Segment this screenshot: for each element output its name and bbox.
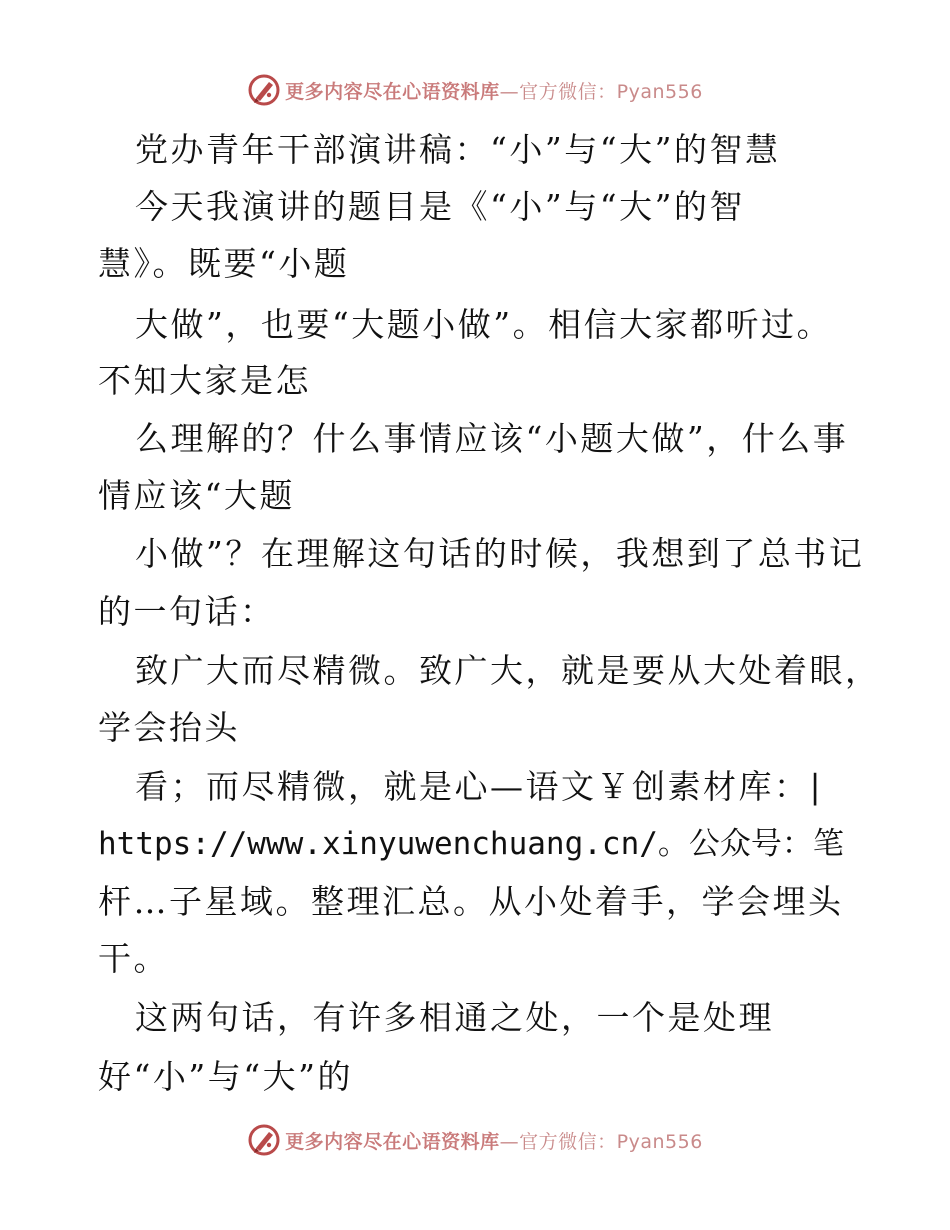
header-brand-text: 更多内容尽在心语资料库—官方微信：Pyan556 bbox=[285, 80, 703, 103]
paragraph-line: 不知大家是怎 bbox=[98, 361, 311, 400]
pen-logo-icon bbox=[247, 1123, 281, 1157]
paragraph-line: 的一句话： bbox=[98, 592, 276, 631]
paragraph-line: 么理解的？什么事情应该“小题大做”，什么事 bbox=[135, 419, 849, 458]
paragraph-line: 看；而尽精微，就是心—语文￥创素材库：| bbox=[135, 767, 824, 806]
paragraph-line: 学会抬头 bbox=[98, 708, 240, 747]
footer-banner bbox=[0, 1120, 950, 1160]
paragraph-line: 小做”？在理解这句话的时候，我想到了总书记 bbox=[135, 534, 865, 573]
header-banner bbox=[0, 70, 950, 110]
paragraph-line-url: https://www.xinyuwenchuang.cn/。公众号：笔 bbox=[98, 826, 844, 862]
document-title: 党办青年干部演讲稿：“小”与“大”的智慧 bbox=[135, 130, 781, 169]
paragraph-line: 慧》。既要“小题 bbox=[98, 244, 350, 283]
footer-brand-text: 更多内容尽在心语资料库—官方微信：Pyan556 bbox=[285, 1130, 703, 1153]
paragraph-line: 这两句话，有许多相通之处，一个是处理 bbox=[135, 998, 774, 1037]
paragraph-line: 致广大而尽精微。致广大，就是要从大处着眼， bbox=[135, 651, 881, 690]
paragraph-line: 干。 bbox=[98, 939, 169, 978]
pen-logo-icon bbox=[247, 73, 281, 107]
paragraph-line: 今天我演讲的题目是《“小”与“大”的智 bbox=[135, 187, 745, 226]
paragraph-line: 大做”，也要“大题小做”。相信大家都听过。 bbox=[135, 305, 833, 344]
paragraph-line: 杆…子星域。整理汇总。从小处着手，学会埋头 bbox=[98, 882, 844, 921]
paragraph-line: 好“小”与“大”的 bbox=[98, 1057, 353, 1096]
paragraph-line: 情应该“大题 bbox=[98, 476, 295, 515]
